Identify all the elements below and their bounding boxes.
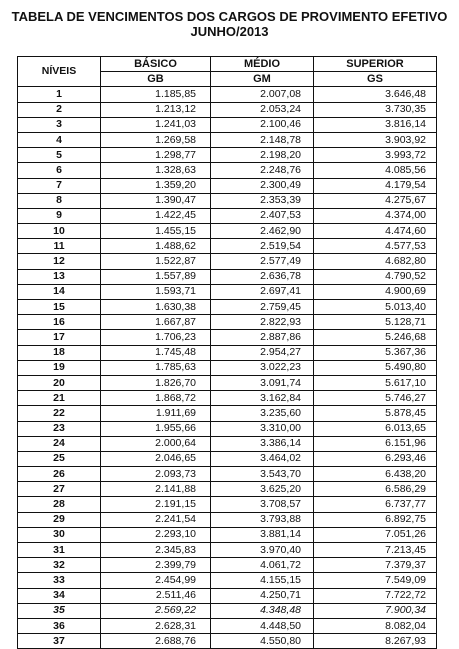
table-row bbox=[18, 543, 437, 558]
cell-gs: 4.577,53 bbox=[314, 239, 437, 254]
table-row bbox=[18, 482, 437, 497]
cell-gb: 1.213,12 bbox=[101, 102, 211, 117]
cell-gm: 2.697,41 bbox=[211, 284, 314, 299]
cell-nivel: 13 bbox=[18, 269, 101, 284]
header-niveis: NÍVEIS bbox=[18, 57, 101, 87]
cell-gs: 6.293,46 bbox=[314, 451, 437, 466]
cell-gs: 8.082,04 bbox=[314, 618, 437, 633]
table-row bbox=[18, 239, 437, 254]
cell-gb: 2.688,76 bbox=[101, 634, 211, 649]
header-code-gm: GM bbox=[211, 72, 314, 87]
cell-gb: 1.745,48 bbox=[101, 345, 211, 360]
cell-gs: 7.900,34 bbox=[314, 603, 437, 618]
cell-gb: 1.455,15 bbox=[101, 224, 211, 239]
cell-gb: 2.569,22 bbox=[101, 603, 211, 618]
cell-nivel: 32 bbox=[18, 558, 101, 573]
cell-nivel: 7 bbox=[18, 178, 101, 193]
cell-nivel: 10 bbox=[18, 224, 101, 239]
table-row bbox=[18, 436, 437, 451]
table-row bbox=[18, 527, 437, 542]
cell-gb: 1.422,45 bbox=[101, 208, 211, 223]
cell-gs: 7.722,72 bbox=[314, 588, 437, 603]
cell-gm: 2.353,39 bbox=[211, 193, 314, 208]
cell-gs: 3.730,35 bbox=[314, 102, 437, 117]
table-row bbox=[18, 132, 437, 147]
cell-gs: 5.746,27 bbox=[314, 391, 437, 406]
cell-gm: 4.448,50 bbox=[211, 618, 314, 633]
cell-nivel: 35 bbox=[18, 603, 101, 618]
cell-nivel: 3 bbox=[18, 117, 101, 132]
cell-nivel: 20 bbox=[18, 375, 101, 390]
cell-gb: 1.298,77 bbox=[101, 148, 211, 163]
table-row bbox=[18, 467, 437, 482]
table-row bbox=[18, 148, 437, 163]
header-medio: MÉDIO bbox=[211, 57, 314, 72]
cell-nivel: 14 bbox=[18, 284, 101, 299]
cell-gs: 4.275,67 bbox=[314, 193, 437, 208]
cell-gm: 2.100,46 bbox=[211, 117, 314, 132]
table-row bbox=[18, 421, 437, 436]
cell-gb: 2.399,79 bbox=[101, 558, 211, 573]
cell-nivel: 37 bbox=[18, 634, 101, 649]
cell-nivel: 31 bbox=[18, 543, 101, 558]
cell-gb: 1.826,70 bbox=[101, 375, 211, 390]
cell-gm: 3.793,88 bbox=[211, 512, 314, 527]
cell-gm: 2.577,49 bbox=[211, 254, 314, 269]
cell-gm: 2.248,76 bbox=[211, 163, 314, 178]
cell-gm: 3.235,60 bbox=[211, 406, 314, 421]
cell-gm: 2.007,08 bbox=[211, 87, 314, 102]
table-row bbox=[18, 330, 437, 345]
cell-nivel: 2 bbox=[18, 102, 101, 117]
cell-gs: 3.993,72 bbox=[314, 148, 437, 163]
cell-gs: 7.549,09 bbox=[314, 573, 437, 588]
cell-gs: 6.892,75 bbox=[314, 512, 437, 527]
cell-gb: 2.093,73 bbox=[101, 467, 211, 482]
cell-gb: 2.141,88 bbox=[101, 482, 211, 497]
header-superior: SUPERIOR bbox=[314, 57, 437, 72]
cell-gb: 1.522,87 bbox=[101, 254, 211, 269]
cell-gb: 2.345,83 bbox=[101, 543, 211, 558]
cell-nivel: 19 bbox=[18, 360, 101, 375]
cell-gm: 3.970,40 bbox=[211, 543, 314, 558]
cell-gb: 1.269,58 bbox=[101, 132, 211, 147]
cell-gs: 5.128,71 bbox=[314, 315, 437, 330]
salary-table bbox=[17, 56, 437, 649]
cell-gs: 4.900,69 bbox=[314, 284, 437, 299]
salary-table-header bbox=[18, 57, 437, 87]
table-row bbox=[18, 224, 437, 239]
cell-gb: 2.454,99 bbox=[101, 573, 211, 588]
table-row bbox=[18, 634, 437, 649]
cell-gb: 2.000,64 bbox=[101, 436, 211, 451]
cell-gs: 6.586,29 bbox=[314, 482, 437, 497]
cell-nivel: 29 bbox=[18, 512, 101, 527]
cell-gb: 1.593,71 bbox=[101, 284, 211, 299]
cell-nivel: 25 bbox=[18, 451, 101, 466]
cell-gm: 2.636,78 bbox=[211, 269, 314, 284]
header-basico: BÁSICO bbox=[101, 57, 211, 72]
cell-nivel: 22 bbox=[18, 406, 101, 421]
cell-gm: 3.464,02 bbox=[211, 451, 314, 466]
table-row bbox=[18, 588, 437, 603]
cell-gs: 5.490,80 bbox=[314, 360, 437, 375]
table-row bbox=[18, 178, 437, 193]
table-row bbox=[18, 451, 437, 466]
cell-gs: 3.816,14 bbox=[314, 117, 437, 132]
cell-nivel: 4 bbox=[18, 132, 101, 147]
cell-nivel: 23 bbox=[18, 421, 101, 436]
cell-gs: 6.151,96 bbox=[314, 436, 437, 451]
table-row bbox=[18, 254, 437, 269]
cell-nivel: 18 bbox=[18, 345, 101, 360]
cell-gm: 3.091,74 bbox=[211, 375, 314, 390]
cell-gm: 3.310,00 bbox=[211, 421, 314, 436]
cell-nivel: 9 bbox=[18, 208, 101, 223]
cell-gm: 3.543,70 bbox=[211, 467, 314, 482]
table-row bbox=[18, 391, 437, 406]
cell-nivel: 17 bbox=[18, 330, 101, 345]
cell-gm: 3.625,20 bbox=[211, 482, 314, 497]
cell-gb: 1.667,87 bbox=[101, 315, 211, 330]
cell-gm: 2.053,24 bbox=[211, 102, 314, 117]
cell-gs: 5.878,45 bbox=[314, 406, 437, 421]
cell-gm: 4.250,71 bbox=[211, 588, 314, 603]
document-title: TABELA DE VENCIMENTOS DOS CARGOS DE PROVIMENTO EFETIVO bbox=[11, 9, 448, 24]
table-row bbox=[18, 102, 437, 117]
cell-gm: 2.759,45 bbox=[211, 300, 314, 315]
table-row bbox=[18, 573, 437, 588]
cell-gs: 5.617,10 bbox=[314, 375, 437, 390]
cell-nivel: 8 bbox=[18, 193, 101, 208]
cell-nivel: 12 bbox=[18, 254, 101, 269]
cell-gb: 1.911,69 bbox=[101, 406, 211, 421]
cell-gm: 3.022,23 bbox=[211, 360, 314, 375]
cell-nivel: 30 bbox=[18, 527, 101, 542]
cell-gm: 3.386,14 bbox=[211, 436, 314, 451]
table-row bbox=[18, 163, 437, 178]
cell-gs: 4.790,52 bbox=[314, 269, 437, 284]
cell-gm: 3.881,14 bbox=[211, 527, 314, 542]
table-row bbox=[18, 117, 437, 132]
cell-gb: 1.706,23 bbox=[101, 330, 211, 345]
cell-nivel: 34 bbox=[18, 588, 101, 603]
header-row-titles bbox=[18, 57, 437, 72]
cell-nivel: 1 bbox=[18, 87, 101, 102]
cell-gb: 1.955,66 bbox=[101, 421, 211, 436]
cell-nivel: 16 bbox=[18, 315, 101, 330]
cell-gm: 3.708,57 bbox=[211, 497, 314, 512]
cell-gs: 4.682,80 bbox=[314, 254, 437, 269]
cell-gm: 4.155,15 bbox=[211, 573, 314, 588]
table-row bbox=[18, 193, 437, 208]
cell-gs: 5.367,36 bbox=[314, 345, 437, 360]
table-row bbox=[18, 315, 437, 330]
cell-nivel: 26 bbox=[18, 467, 101, 482]
cell-gb: 1.390,47 bbox=[101, 193, 211, 208]
table-row bbox=[18, 208, 437, 223]
cell-gb: 1.241,03 bbox=[101, 117, 211, 132]
cell-gb: 1.359,20 bbox=[101, 178, 211, 193]
cell-nivel: 27 bbox=[18, 482, 101, 497]
cell-gs: 5.246,68 bbox=[314, 330, 437, 345]
cell-gb: 1.785,63 bbox=[101, 360, 211, 375]
cell-gm: 2.822,93 bbox=[211, 315, 314, 330]
cell-gs: 6.737,77 bbox=[314, 497, 437, 512]
cell-nivel: 24 bbox=[18, 436, 101, 451]
table-row bbox=[18, 406, 437, 421]
cell-gs: 6.013,65 bbox=[314, 421, 437, 436]
table-row bbox=[18, 497, 437, 512]
cell-gb: 1.488,62 bbox=[101, 239, 211, 254]
cell-nivel: 11 bbox=[18, 239, 101, 254]
table-row bbox=[18, 512, 437, 527]
cell-gb: 2.241,54 bbox=[101, 512, 211, 527]
cell-gb: 1.630,38 bbox=[101, 300, 211, 315]
header-code-gb: GB bbox=[101, 72, 211, 87]
cell-gs: 4.085,56 bbox=[314, 163, 437, 178]
table-row bbox=[18, 269, 437, 284]
cell-gb: 2.628,31 bbox=[101, 618, 211, 633]
table-row bbox=[18, 618, 437, 633]
cell-gm: 2.887,86 bbox=[211, 330, 314, 345]
table-row bbox=[18, 284, 437, 299]
cell-gm: 4.348,48 bbox=[211, 603, 314, 618]
cell-gs: 4.474,60 bbox=[314, 224, 437, 239]
table-row bbox=[18, 375, 437, 390]
cell-nivel: 36 bbox=[18, 618, 101, 633]
cell-gm: 2.462,90 bbox=[211, 224, 314, 239]
cell-gb: 2.046,65 bbox=[101, 451, 211, 466]
cell-gs: 7.379,37 bbox=[314, 558, 437, 573]
cell-nivel: 6 bbox=[18, 163, 101, 178]
cell-gm: 2.407,53 bbox=[211, 208, 314, 223]
cell-gm: 4.061,72 bbox=[211, 558, 314, 573]
cell-nivel: 33 bbox=[18, 573, 101, 588]
cell-gm: 4.550,80 bbox=[211, 634, 314, 649]
cell-gb: 1.557,89 bbox=[101, 269, 211, 284]
cell-gs: 5.013,40 bbox=[314, 300, 437, 315]
cell-gm: 2.519,54 bbox=[211, 239, 314, 254]
cell-gm: 2.198,20 bbox=[211, 148, 314, 163]
table-row bbox=[18, 558, 437, 573]
cell-gs: 7.051,26 bbox=[314, 527, 437, 542]
cell-gs: 8.267,93 bbox=[314, 634, 437, 649]
cell-gb: 1.185,85 bbox=[101, 87, 211, 102]
cell-gs: 3.903,92 bbox=[314, 132, 437, 147]
document-subtitle-date: JUNHO/2013 bbox=[190, 24, 269, 39]
cell-nivel: 21 bbox=[18, 391, 101, 406]
table-row bbox=[18, 603, 437, 618]
cell-gm: 2.300,49 bbox=[211, 178, 314, 193]
table-row bbox=[18, 87, 437, 102]
cell-nivel: 5 bbox=[18, 148, 101, 163]
cell-gb: 1.868,72 bbox=[101, 391, 211, 406]
cell-gm: 2.954,27 bbox=[211, 345, 314, 360]
cell-nivel: 15 bbox=[18, 300, 101, 315]
cell-gb: 2.293,10 bbox=[101, 527, 211, 542]
cell-gs: 4.374,00 bbox=[314, 208, 437, 223]
table-row bbox=[18, 360, 437, 375]
table-row bbox=[18, 345, 437, 360]
header-code-gs: GS bbox=[314, 72, 437, 87]
cell-gs: 3.646,48 bbox=[314, 87, 437, 102]
cell-gs: 7.213,45 bbox=[314, 543, 437, 558]
salary-table-body bbox=[18, 87, 437, 649]
table-row bbox=[18, 300, 437, 315]
cell-gb: 1.328,63 bbox=[101, 163, 211, 178]
cell-nivel: 28 bbox=[18, 497, 101, 512]
cell-gm: 3.162,84 bbox=[211, 391, 314, 406]
cell-gb: 2.511,46 bbox=[101, 588, 211, 603]
cell-gm: 2.148,78 bbox=[211, 132, 314, 147]
cell-gb: 2.191,15 bbox=[101, 497, 211, 512]
cell-gs: 6.438,20 bbox=[314, 467, 437, 482]
cell-gs: 4.179,54 bbox=[314, 178, 437, 193]
